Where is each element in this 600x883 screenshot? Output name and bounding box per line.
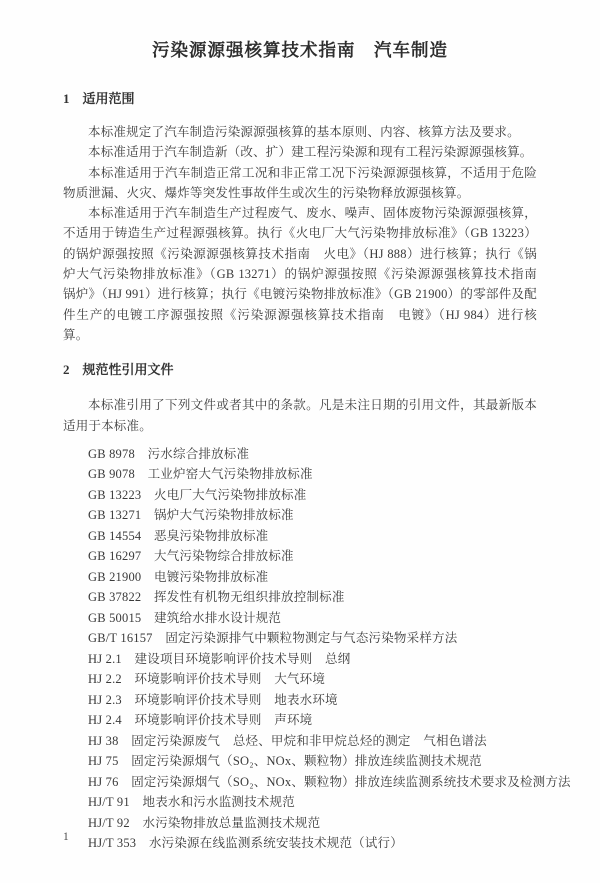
paragraph: 本标准适用于汽车制造正常工况和非正常工况下污染源源强核算，不适用于危险物质泄漏、火灾、爆炸等突发性事故伴生或次生的污染物释放源强核算。: [63, 165, 537, 200]
section-heading-normative-references: 2 规范性引用文件: [63, 362, 174, 378]
reference-item: HJ/T 92 水污染物排放总量监测技术规范: [88, 815, 321, 830]
reference-item: GB 50015 建筑给水排水设计规范: [88, 610, 282, 625]
reference-item: HJ 75 固定污染源烟气（SO₂、NOx、颗粒物）排放连续监测技术规范: [88, 754, 482, 769]
paragraph: 本标准适用于汽车制造新（改、扩）建工程污染源和现有工程污染源源强核算。: [88, 145, 533, 160]
page-title: 污染源源强核算技术指南 汽车制造: [152, 40, 448, 60]
reference-item: GB 16297 大气污染物综合排放标准: [88, 549, 294, 564]
paragraph: 本标准适用于汽车制造生产过程废气、废水、噪声、固体废物污染源源强核算，不适用于铸造生产过程源强核算。执行《火电厂大气污染物排放标准》（GB 13223）的锅炉源强按照《污染源源强核算技术指南 火电》（HJ 888）进行核算；执行《锅炉大气污染物排放标准》（GB 13271）的锅炉源强按照《污染源源强核算技术指南 锅炉》（HJ 991）进行核算；执行《电镀污染物排放标准》（GB 21900）的零部件及配件生产的电镀工序源强按照《污染源源强核算技术指南 电镀》（HJ 984）进行核算。: [63, 206, 550, 342]
reference-item: HJ/T 353 水污染源在线监测系统安装技术规范（试行）: [88, 836, 403, 851]
reference-item: GB 37822 挥发性有机物无组织排放控制标准: [88, 590, 345, 605]
reference-item: HJ 2.2 环境影响评价技术导则 大气环境: [88, 672, 326, 687]
reference-item: GB 13223 火电厂大气污染物排放标准: [88, 487, 307, 502]
reference-item: GB 14554 恶臭污染物排放标准: [88, 528, 269, 543]
reference-item: GB 9078 工业炉窑大气污染物排放标准: [88, 467, 313, 482]
reference-item: HJ/T 91 地表水和污水监测技术规范: [88, 795, 295, 810]
reference-item: HJ 2.3 环境影响评价技术导则 地表水环境: [88, 692, 338, 707]
section-heading-scope: 1 适用范围: [63, 91, 135, 106]
paragraph: 本标准规定了汽车制造污染源源强核算的基本原则、内容、核算方法及要求。: [88, 125, 520, 139]
reference-item: GB 8978 污水综合排放标准: [88, 446, 250, 461]
reference-item: HJ 2.1 建设项目环境影响评价技术导则 总纲: [88, 651, 351, 666]
reference-item: GB/T 16157 固定污染源排气中颗粒物测定与气态污染物采样方法: [88, 631, 458, 646]
reference-item: HJ 38 固定污染源废气 总烃、甲烷和非甲烷总烃的测定 气相色谱法: [88, 733, 487, 748]
reference-item: GB 21900 电镀污染物排放标准: [88, 569, 269, 584]
page-number: 1: [63, 831, 69, 843]
reference-item: HJ 2.4 环境影响评价技术导则 声环境: [88, 713, 313, 728]
reference-item: HJ 76 固定污染源烟气（SO₂、NOx、颗粒物）排放连续监测系统技术要求及检测方法: [88, 774, 571, 789]
paragraph: 本标准引用了下列文件或者其中的条款。凡是未注日期的引用文件，其最新版本适用于本标准。: [63, 398, 537, 433]
reference-list: [63, 444, 571, 854]
reference-item: GB 13271 锅炉大气污染物排放标准: [88, 508, 294, 523]
